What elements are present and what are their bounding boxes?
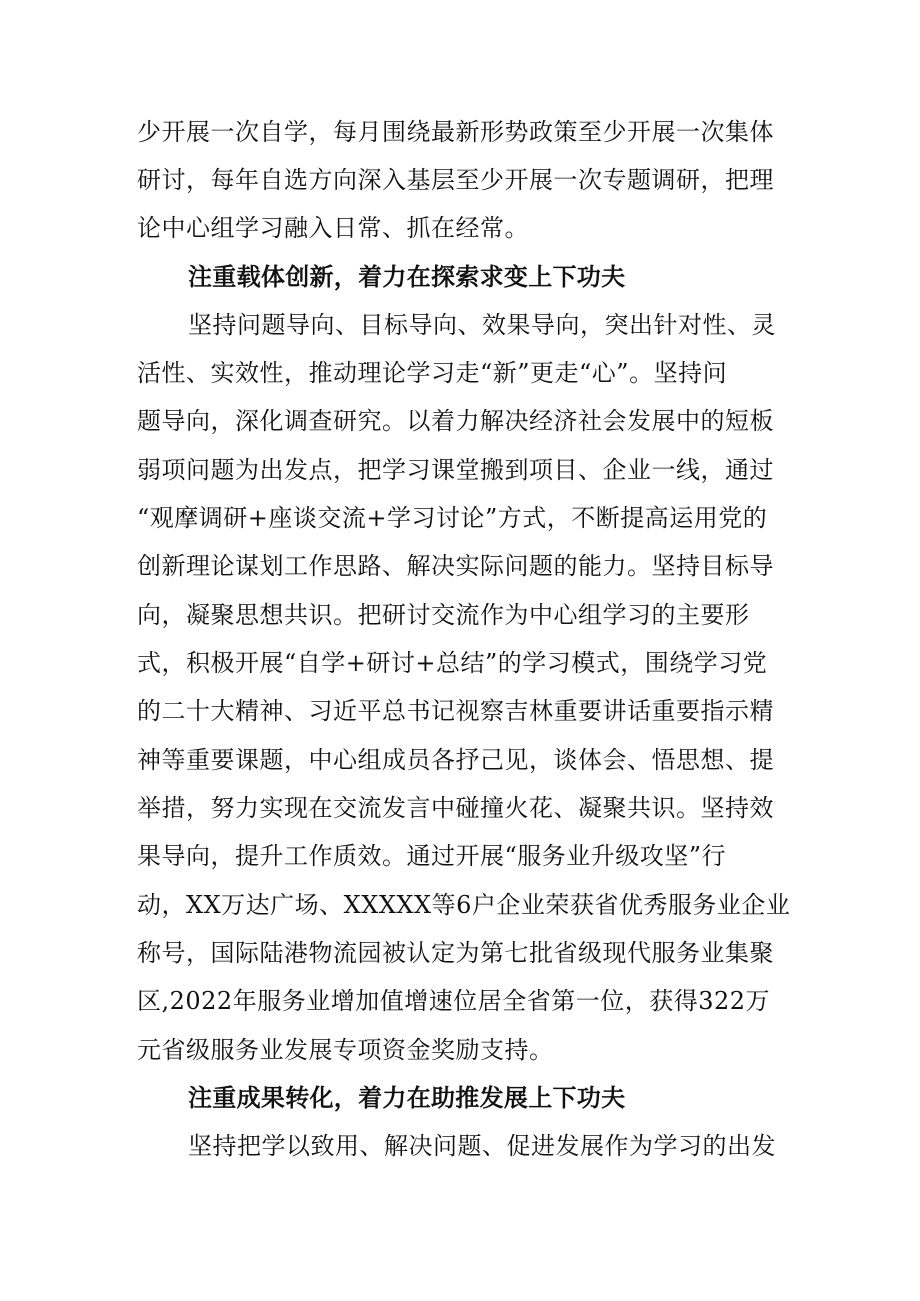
paragraph-line: 活性、实效性，推动理论学习走“新”更走“心”。坚持问 [137,359,728,387]
paragraph-line: 创新理论谋划工作思路、解决实际问题的能力。坚持目标导 [137,552,774,580]
paragraph-line: 坚持把学以致用、解决问题、促进发展作为学习的出发 [188,1132,776,1160]
paragraph-line: 元省级服务业发展专项资金奖励支持。 [137,1036,554,1064]
paragraph-line: 区,2022年服务业增加值增速位居全省第一位，获得322万 [137,987,771,1015]
section-heading: 注重载体创新，着力在探索求变上下功夫 [188,263,626,291]
paragraph-line: 动，XX万达广场、XXXXX等6户企业荣获省优秀服务业企业 [137,891,791,919]
paragraph-line: 神等重要课题，中心组成员各抒己见，谈体会、悟思想、提 [137,746,774,774]
paragraph-line: 向，凝聚思想共识。把研讨交流作为中心组学习的主要形 [137,601,750,629]
paragraph-line: 少开展一次自学，每月围绕最新形势政策至少开展一次集体 [137,118,774,146]
paragraph-line: 研讨，每年自选方向深入基层至少开展一次专题调研，把理 [137,166,774,194]
paragraph-line: 举措，努力实现在交流发言中碰撞火花、凝聚共识。坚持效 [137,794,774,822]
paragraph-line: 弱项问题为出发点，把学习课堂搬到项目、企业一线，通过 [137,456,774,484]
paragraph-line: “观摩调研+座谈交流+学习讨论”方式，不断提高运用党的 [137,504,768,532]
section-heading: 注重成果转化，着力在助推发展上下功夫 [188,1084,626,1112]
paragraph-line: 论中心组学习融入日常、抓在经常。 [137,214,529,242]
paragraph-line: 称号，国际陆港物流园被认定为第七批省级现代服务业集聚 [137,939,774,967]
paragraph-line: 坚持问题导向、目标导向、效果导向，突出针对性、灵 [188,311,776,339]
paragraph-line: 式，积极开展“自学+研讨+总结”的学习模式，围绕学习党 [137,649,768,677]
paragraph-line: 题导向，深化调查研究。以着力解决经济社会发展中的短板 [137,407,774,435]
paragraph-line: 的二十大精神、习近平总书记视察吉林重要讲话重要指示精 [137,697,774,725]
paragraph-line: 果导向，提升工作质效。通过开展“服务业升级攻坚”行 [137,842,727,870]
